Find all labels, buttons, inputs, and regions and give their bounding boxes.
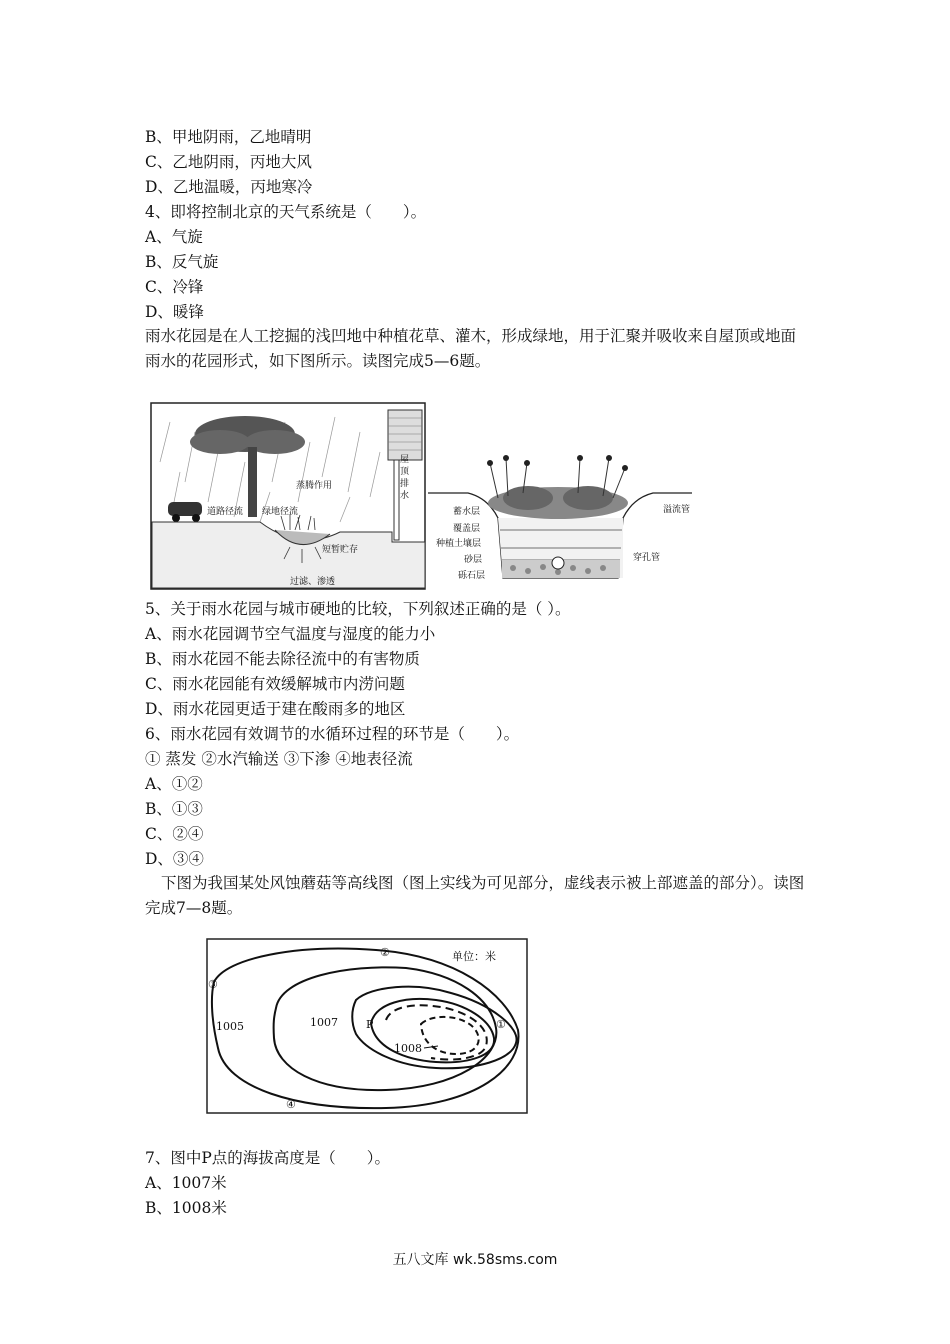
cover-layer-label: 覆盖层	[453, 524, 481, 534]
contour-3-label: ③	[208, 978, 218, 991]
q6-option-c: C、②④	[145, 825, 204, 843]
green-runoff-label: 绿地径流	[262, 507, 299, 517]
q5-option-b: B、雨水花园不能去除径流中的有害物质	[145, 650, 420, 668]
overflow-pipe-label: 溢流管	[663, 505, 691, 515]
filtration-label: 过滤、渗透	[290, 577, 336, 587]
contour-4-label: ④	[286, 1098, 296, 1111]
perforated-pipe-label: 穿孔管	[633, 553, 661, 563]
q5-option-c: C、雨水花园能有效缓解城市内涝问题	[145, 675, 405, 693]
contour-1-label: ①	[496, 1018, 506, 1031]
q4-option-d: D、暖锋	[145, 303, 204, 321]
q6-option-b: B、①③	[145, 800, 203, 818]
q6-items: ① 蒸发 ②水汽输送 ③下渗 ④地表径流	[145, 750, 413, 768]
q7-option-a: A、1007米	[145, 1174, 227, 1192]
rain-garden-intro: 雨水花园是在人工挖掘的浅凹地中种植花草、灌木，形成绿地，用于汇聚并吸收来自屋顶或地面雨水的花园形式，如下图所示。读图完成5—6题。	[145, 327, 797, 370]
flower-plants-icon	[487, 455, 628, 519]
point-p-label: P	[366, 1018, 374, 1031]
q4-stem: 4、即将控制北京的天气系统是（ ）。	[145, 203, 427, 221]
value-1007-label: 1007	[310, 1016, 338, 1029]
q6-stem: 6、雨水花园有效调节的水循环过程的环节是（ ）。	[145, 725, 520, 743]
storage-layer-label: 蓄水层	[453, 507, 481, 517]
value-1008-label: 1008	[394, 1042, 422, 1055]
q5-option-d: D、雨水花园更适于建在酸雨多的地区	[145, 700, 406, 718]
q6-option-d: D、③④	[145, 850, 204, 868]
q5-option-a: A、雨水花园调节空气温度与湿度的能力小	[145, 625, 436, 643]
rain-garden-section-figure	[428, 448, 692, 588]
road-runoff-label: 道路径流	[207, 507, 244, 517]
contour-2-label: ②	[380, 946, 390, 959]
q3-option-d: D、乙地温暖，丙地寒冷	[145, 178, 313, 196]
unit-label: 单位：米	[452, 950, 496, 963]
q3-option-b: B、甲地阴雨，乙地晴明	[145, 128, 312, 146]
q4-option-b: B、反气旋	[145, 253, 219, 271]
value-1005-label: 1005	[216, 1020, 244, 1033]
rain-garden-scene-figure	[150, 402, 426, 590]
short-storage-label: 短暂贮存	[322, 545, 359, 555]
roof-drain-label-2: 顶	[400, 467, 410, 477]
gravel-layer-label: 砾石层	[458, 571, 486, 581]
mushroom-intro: 下图为我国某处风蚀蘑菇等高线图（图上实线为可见部分，虚线表示被上部遮盖的部分）。读图完成7—8题。	[145, 874, 805, 917]
roof-drain-label-3: 排	[400, 479, 410, 489]
evaporation-label: 蒸腾作用	[296, 481, 333, 491]
q4-option-c: C、冷锋	[145, 278, 204, 296]
q5-stem: 5、关于雨水花园与城市硬地的比较，下列叙述正确的是（ ）。	[145, 600, 571, 618]
roof-drain-label-1: 屋	[400, 455, 410, 465]
q4-option-a: A、气旋	[145, 228, 203, 246]
q6-option-a: A、①②	[145, 775, 203, 793]
contour-map-figure	[206, 938, 528, 1114]
q7-stem: 7、图中P点的海拔高度是（ ）。	[145, 1149, 391, 1167]
sand-layer-label: 砂层	[464, 555, 483, 565]
q3-option-c: C、乙地阴雨，丙地大风	[145, 153, 312, 171]
q7-option-b: B、1008米	[145, 1199, 227, 1217]
soil-layer-label: 种植土壤层	[436, 539, 482, 549]
footer-watermark: 五八文库 wk.58sms.com	[392, 1252, 558, 1268]
roof-drain-label-4: 水	[400, 491, 410, 501]
